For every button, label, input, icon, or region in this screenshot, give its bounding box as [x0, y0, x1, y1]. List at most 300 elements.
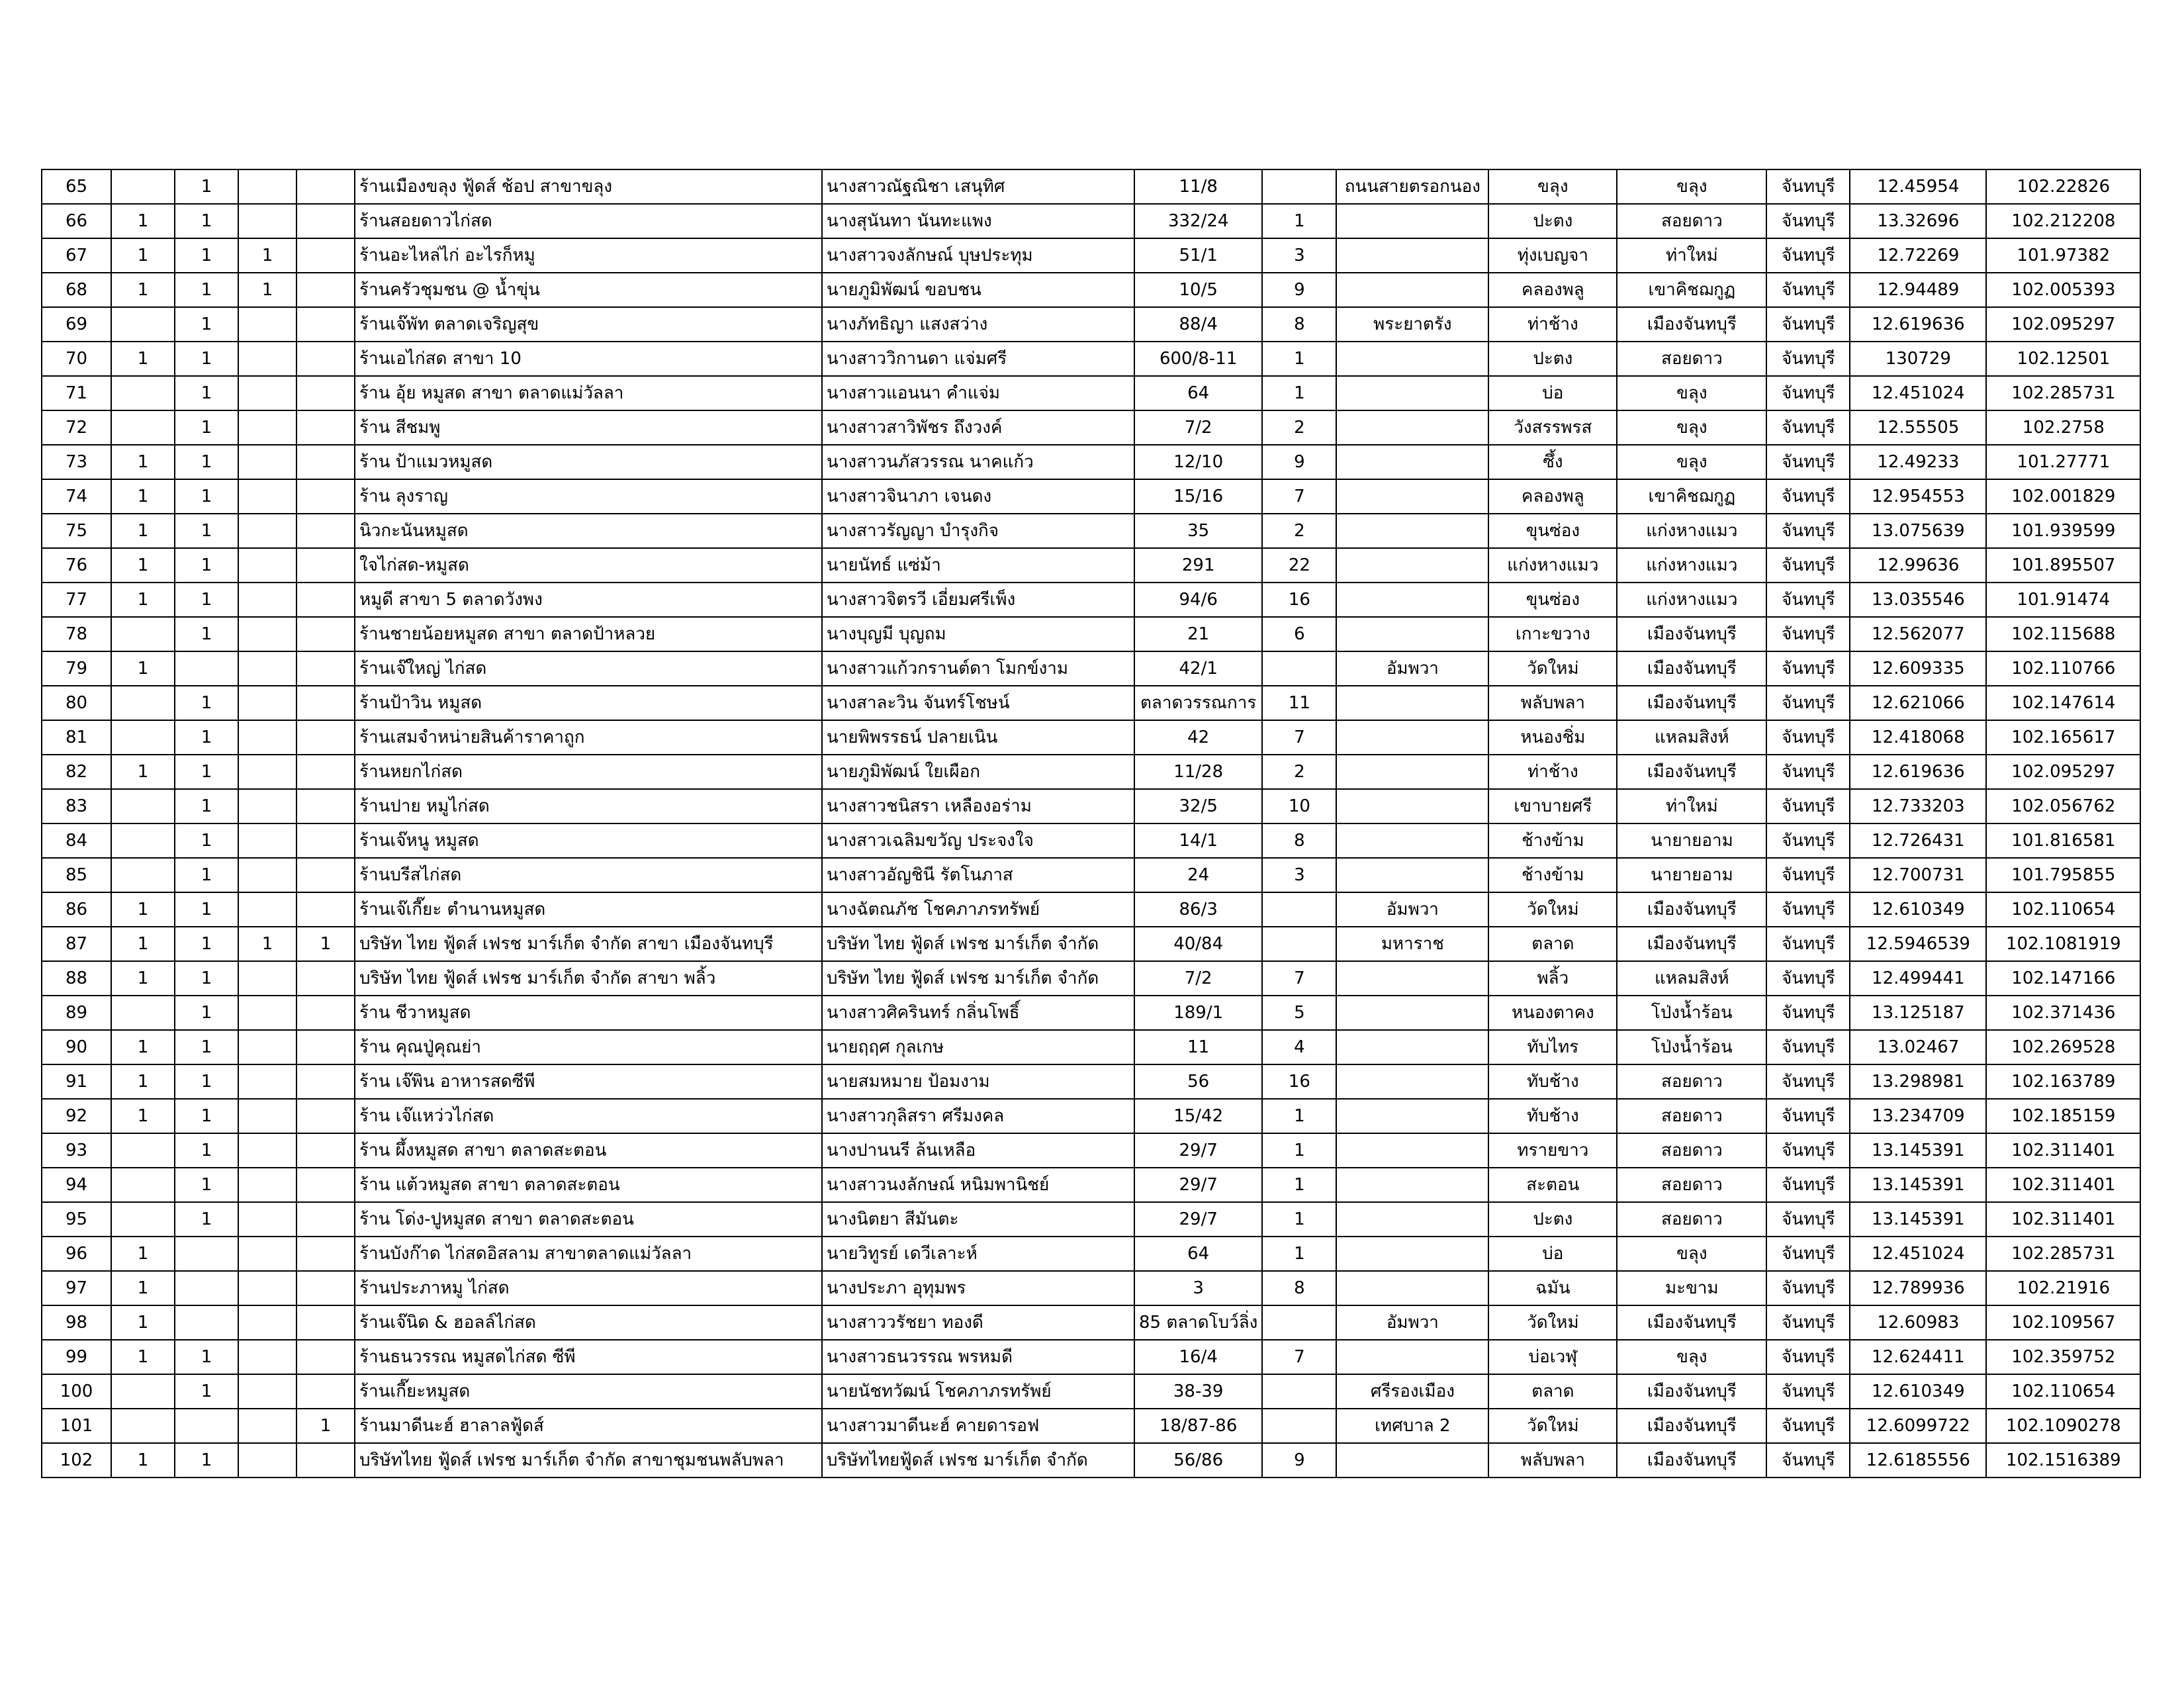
- cell-lon: 101.91474: [1986, 583, 2140, 617]
- cell-moo: 8: [1262, 823, 1336, 858]
- cell-road: [1336, 686, 1488, 720]
- cell-f2: 1: [175, 1374, 238, 1409]
- table-row: [42, 1409, 2140, 1443]
- cell-lat: 12.610349: [1850, 1374, 1986, 1409]
- cell-house-no: 7/2: [1134, 410, 1262, 445]
- cell-district: แหลมสิงห์: [1617, 720, 1766, 755]
- cell-district: สอยดาว: [1617, 1133, 1766, 1168]
- cell-road: [1336, 1030, 1488, 1064]
- cell-subdistrict: พลับพลา: [1488, 686, 1617, 720]
- cell-house-no: 56/86: [1134, 1443, 1262, 1477]
- cell-f1: 1: [111, 1064, 175, 1099]
- cell-f3: [238, 1374, 296, 1409]
- cell-f1: [111, 410, 175, 445]
- cell-moo: 2: [1262, 410, 1336, 445]
- cell-f2: 1: [175, 376, 238, 410]
- cell-subdistrict: สะตอน: [1488, 1168, 1617, 1202]
- cell-lon: 102.285731: [1986, 1237, 2140, 1271]
- cell-subdistrict: วัดใหม่: [1488, 1409, 1617, 1443]
- cell-lat: 12.55505: [1850, 410, 1986, 445]
- cell-house-no: 64: [1134, 1237, 1262, 1271]
- table-row: [42, 583, 2140, 617]
- cell-owner: นางสาววิกานดา แจ่มศรี: [822, 342, 1134, 376]
- cell-no: 93: [42, 1133, 111, 1168]
- cell-owner: นางสาวเฉลิมขวัญ ประจงใจ: [822, 823, 1134, 858]
- cell-f3: [238, 1237, 296, 1271]
- cell-road: มหาราช: [1336, 927, 1488, 961]
- cell-shop-name: ร้านเมืองขลุง ฟู้ดส์ ช้อป สาขาขลุง: [355, 169, 822, 204]
- cell-subdistrict: ท่าช้าง: [1488, 755, 1617, 789]
- cell-moo: 9: [1262, 273, 1336, 307]
- table-row: [42, 1271, 2140, 1305]
- cell-house-no: 42: [1134, 720, 1262, 755]
- cell-district: มะขาม: [1617, 1271, 1766, 1305]
- cell-district: ขลุง: [1617, 169, 1766, 204]
- cell-house-no: 24: [1134, 858, 1262, 892]
- cell-road: [1336, 548, 1488, 583]
- cell-f2: 1: [175, 1168, 238, 1202]
- cell-shop-name: ร้าน คุณปู่คุณย่า: [355, 1030, 822, 1064]
- cell-no: 87: [42, 927, 111, 961]
- cell-house-no: 35: [1134, 514, 1262, 548]
- cell-owner: นายพิพรรธน์ ปลายเนิน: [822, 720, 1134, 755]
- cell-shop-name: ร้าน เจ๊พิน อาหารสดซีพี: [355, 1064, 822, 1099]
- cell-owner: นางประภา อุทุมพร: [822, 1271, 1134, 1305]
- cell-lon: 102.110766: [1986, 651, 2140, 686]
- cell-district: ขลุง: [1617, 1340, 1766, 1374]
- cell-province: จันทบุรี: [1766, 1030, 1850, 1064]
- cell-owner: บริษัท ไทย ฟู้ดส์ เฟรช มาร์เก็ต จำกัด: [822, 927, 1134, 961]
- cell-f1: [111, 376, 175, 410]
- cell-f2: 1: [175, 720, 238, 755]
- cell-f4: [296, 204, 355, 238]
- cell-house-no: 88/4: [1134, 307, 1262, 342]
- cell-f1: 1: [111, 755, 175, 789]
- cell-f3: [238, 307, 296, 342]
- cell-lat: 12.5946539: [1850, 927, 1986, 961]
- cell-f2: 1: [175, 1133, 238, 1168]
- cell-lon: 102.359752: [1986, 1340, 2140, 1374]
- cell-f2: 1: [175, 858, 238, 892]
- cell-province: จันทบุรี: [1766, 479, 1850, 514]
- cell-moo: 1: [1262, 1168, 1336, 1202]
- cell-district: เมืองจันทบุรี: [1617, 1443, 1766, 1477]
- cell-f3: 1: [238, 927, 296, 961]
- cell-no: 100: [42, 1374, 111, 1409]
- cell-f4: [296, 720, 355, 755]
- cell-f2: 1: [175, 686, 238, 720]
- cell-moo: [1262, 169, 1336, 204]
- table-row: [42, 617, 2140, 651]
- cell-f1: 1: [111, 548, 175, 583]
- cell-lat: 12.562077: [1850, 617, 1986, 651]
- cell-house-no: 85 ตลาดโบว์ลิ่ง: [1134, 1305, 1262, 1340]
- cell-f4: [296, 1133, 355, 1168]
- cell-owner: นางสาวสาวิพัชร ถึงวงค์: [822, 410, 1134, 445]
- cell-f4: [296, 892, 355, 927]
- cell-f3: [238, 720, 296, 755]
- cell-lon: 102.1090278: [1986, 1409, 2140, 1443]
- cell-province: จันทบุรี: [1766, 1443, 1850, 1477]
- cell-shop-name: ร้าน อุ้ย หมูสด สาขา ตลาดแม่วัลลา: [355, 376, 822, 410]
- cell-lon: 102.311401: [1986, 1202, 2140, 1237]
- cell-road: [1336, 1064, 1488, 1099]
- cell-f2: 1: [175, 583, 238, 617]
- cell-f2: [175, 1305, 238, 1340]
- cell-moo: 1: [1262, 1237, 1336, 1271]
- cell-road: [1336, 410, 1488, 445]
- cell-lat: 12.609335: [1850, 651, 1986, 686]
- cell-moo: 9: [1262, 445, 1336, 479]
- cell-moo: 6: [1262, 617, 1336, 651]
- cell-f2: 1: [175, 789, 238, 823]
- cell-f3: [238, 1133, 296, 1168]
- cell-moo: 7: [1262, 961, 1336, 996]
- cell-shop-name: ร้านมาดีนะฮ์ ฮาลาลฟู้ดส์: [355, 1409, 822, 1443]
- cell-lon: 102.269528: [1986, 1030, 2140, 1064]
- cell-subdistrict: ทรายขาว: [1488, 1133, 1617, 1168]
- cell-f4: 1: [296, 1409, 355, 1443]
- cell-moo: [1262, 892, 1336, 927]
- cell-no: 77: [42, 583, 111, 617]
- cell-house-no: 3: [1134, 1271, 1262, 1305]
- cell-house-no: 29/7: [1134, 1202, 1262, 1237]
- cell-f2: [175, 1409, 238, 1443]
- cell-moo: 10: [1262, 789, 1336, 823]
- cell-road: [1336, 445, 1488, 479]
- cell-province: จันทบุรี: [1766, 583, 1850, 617]
- cell-subdistrict: ปะตง: [1488, 1202, 1617, 1237]
- cell-lat: 13.075639: [1850, 514, 1986, 548]
- cell-lat: 12.954553: [1850, 479, 1986, 514]
- cell-road: [1336, 583, 1488, 617]
- cell-subdistrict: แก่งหางแมว: [1488, 548, 1617, 583]
- cell-lon: 102.147166: [1986, 961, 2140, 996]
- cell-f3: [238, 858, 296, 892]
- cell-lon: 101.97382: [1986, 238, 2140, 273]
- cell-f2: 1: [175, 410, 238, 445]
- cell-house-no: 32/5: [1134, 789, 1262, 823]
- cell-f2: 1: [175, 961, 238, 996]
- cell-f2: 1: [175, 445, 238, 479]
- table-row: [42, 169, 2140, 204]
- table-row: [42, 892, 2140, 927]
- cell-lat: 13.035546: [1850, 583, 1986, 617]
- cell-f4: [296, 1271, 355, 1305]
- cell-f3: [238, 892, 296, 927]
- cell-road: [1336, 1202, 1488, 1237]
- cell-lon: 102.005393: [1986, 273, 2140, 307]
- cell-shop-name: ร้านปาย หมูไก่สด: [355, 789, 822, 823]
- cell-f4: [296, 479, 355, 514]
- cell-shop-name: ร้านเจ๊ใหญ่ ไก่สด: [355, 651, 822, 686]
- cell-shop-name: ร้านป้าวิน หมูสด: [355, 686, 822, 720]
- cell-house-no: 18/87-86: [1134, 1409, 1262, 1443]
- cell-lon: 102.212208: [1986, 204, 2140, 238]
- cell-lat: 13.125187: [1850, 996, 1986, 1030]
- cell-moo: 8: [1262, 1271, 1336, 1305]
- cell-owner: นางสาวนภัสวรรณ นาคแก้ว: [822, 445, 1134, 479]
- cell-f3: [238, 651, 296, 686]
- cell-moo: 1: [1262, 376, 1336, 410]
- cell-f1: [111, 1202, 175, 1237]
- cell-house-no: ตลาดวรรณการ: [1134, 686, 1262, 720]
- cell-f1: 1: [111, 651, 175, 686]
- cell-shop-name: ร้านเสมจำหน่ายสินค้าราคาถูก: [355, 720, 822, 755]
- cell-subdistrict: เกาะขวาง: [1488, 617, 1617, 651]
- table-row: [42, 858, 2140, 892]
- cell-province: จันทบุรี: [1766, 996, 1850, 1030]
- cell-district: เมืองจันทบุรี: [1617, 1305, 1766, 1340]
- cell-subdistrict: วัดใหม่: [1488, 1305, 1617, 1340]
- cell-f1: 1: [111, 1305, 175, 1340]
- cell-province: จันทบุรี: [1766, 1374, 1850, 1409]
- cell-owner: นางนิตยา สีมันตะ: [822, 1202, 1134, 1237]
- table-row: [42, 273, 2140, 307]
- cell-f4: [296, 996, 355, 1030]
- cell-f4: [296, 342, 355, 376]
- cell-moo: 1: [1262, 1133, 1336, 1168]
- cell-lat: 12.789936: [1850, 1271, 1986, 1305]
- cell-f4: [296, 1305, 355, 1340]
- cell-district: เมืองจันทบุรี: [1617, 1409, 1766, 1443]
- cell-no: 85: [42, 858, 111, 892]
- cell-road: [1336, 755, 1488, 789]
- cell-f4: [296, 1168, 355, 1202]
- cell-f4: [296, 858, 355, 892]
- cell-no: 74: [42, 479, 111, 514]
- cell-road: [1336, 1443, 1488, 1477]
- table-row: [42, 307, 2140, 342]
- cell-f4: [296, 755, 355, 789]
- cell-road: [1336, 823, 1488, 858]
- cell-lon: 101.816581: [1986, 823, 2140, 858]
- cell-owner: นางสาวกุลิสรา ศรีมงคล: [822, 1099, 1134, 1133]
- cell-lon: 102.21916: [1986, 1271, 2140, 1305]
- cell-f3: [238, 1099, 296, 1133]
- cell-f4: [296, 651, 355, 686]
- cell-lat: 13.02467: [1850, 1030, 1986, 1064]
- cell-house-no: 29/7: [1134, 1168, 1262, 1202]
- cell-f4: [296, 686, 355, 720]
- cell-shop-name: ร้านเอไก่สด สาขา 10: [355, 342, 822, 376]
- cell-f1: 1: [111, 204, 175, 238]
- cell-house-no: 94/6: [1134, 583, 1262, 617]
- cell-lat: 13.234709: [1850, 1099, 1986, 1133]
- cell-lon: 101.895507: [1986, 548, 2140, 583]
- cell-no: 66: [42, 204, 111, 238]
- cell-lon: 102.163789: [1986, 1064, 2140, 1099]
- table-row: [42, 961, 2140, 996]
- cell-f2: 1: [175, 1340, 238, 1374]
- cell-f4: [296, 514, 355, 548]
- cell-lon: 102.056762: [1986, 789, 2140, 823]
- cell-lon: 101.795855: [1986, 858, 2140, 892]
- cell-moo: [1262, 1305, 1336, 1340]
- cell-district: ขลุง: [1617, 410, 1766, 445]
- cell-f2: 1: [175, 342, 238, 376]
- cell-owner: นางสาวธนวรรณ พรหมดี: [822, 1340, 1134, 1374]
- cell-owner: นายภูมิพัฒน์ ขอบชน: [822, 273, 1134, 307]
- table-row: [42, 1340, 2140, 1374]
- cell-f3: [238, 548, 296, 583]
- cell-shop-name: ร้านชายน้อยหมูสด สาขา ตลาดป้าหลวย: [355, 617, 822, 651]
- cell-district: ท่าใหม่: [1617, 789, 1766, 823]
- cell-road: พระยาตรัง: [1336, 307, 1488, 342]
- cell-shop-name: ร้านบรีสไก่สด: [355, 858, 822, 892]
- cell-lat: 13.145391: [1850, 1168, 1986, 1202]
- cell-moo: 2: [1262, 755, 1336, 789]
- table-row: [42, 651, 2140, 686]
- cell-province: จันทบุรี: [1766, 1064, 1850, 1099]
- cell-no: 98: [42, 1305, 111, 1340]
- cell-f3: [238, 514, 296, 548]
- cell-owner: นางสาวมาดีนะฮ์ คายดารอฟ: [822, 1409, 1134, 1443]
- cell-f3: [238, 1305, 296, 1340]
- cell-f1: 1: [111, 1030, 175, 1064]
- cell-f3: [238, 1202, 296, 1237]
- cell-f2: 1: [175, 1202, 238, 1237]
- cell-f2: 1: [175, 514, 238, 548]
- cell-subdistrict: บ่อ: [1488, 376, 1617, 410]
- cell-subdistrict: ซึ้ง: [1488, 445, 1617, 479]
- cell-house-no: 332/24: [1134, 204, 1262, 238]
- cell-shop-name: ร้านธนวรรณ หมูสดไก่สด ซีพี: [355, 1340, 822, 1374]
- cell-lat: 12.451024: [1850, 1237, 1986, 1271]
- cell-f3: [238, 1064, 296, 1099]
- cell-f3: [238, 410, 296, 445]
- cell-road: [1336, 376, 1488, 410]
- cell-shop-name: ใจไก่สด-หมูสด: [355, 548, 822, 583]
- cell-f2: 1: [175, 823, 238, 858]
- cell-shop-name: ร้านเจ๊เกี๊ยะ ตำนานหมูสด: [355, 892, 822, 927]
- cell-subdistrict: ทับไทร: [1488, 1030, 1617, 1064]
- cell-subdistrict: วังสรรพรส: [1488, 410, 1617, 445]
- cell-province: จันทบุรี: [1766, 204, 1850, 238]
- cell-lat: 12.610349: [1850, 892, 1986, 927]
- cell-district: สอยดาว: [1617, 204, 1766, 238]
- cell-lon: 102.110654: [1986, 1374, 2140, 1409]
- cell-house-no: 21: [1134, 617, 1262, 651]
- cell-f2: 1: [175, 617, 238, 651]
- table-row: [42, 410, 2140, 445]
- table-body: [42, 169, 2140, 1477]
- cell-district: นายายอาม: [1617, 858, 1766, 892]
- cell-f4: [296, 823, 355, 858]
- cell-no: 81: [42, 720, 111, 755]
- cell-district: เมืองจันทบุรี: [1617, 927, 1766, 961]
- cell-moo: [1262, 651, 1336, 686]
- cell-f4: [296, 617, 355, 651]
- cell-house-no: 64: [1134, 376, 1262, 410]
- cell-owner: นายภูมิพัฒน์ ใยเผือก: [822, 755, 1134, 789]
- cell-shop-name: บริษัทไทย ฟู้ดส์ เฟรช มาร์เก็ต จำกัด สาขาชุมชนพลับพลา: [355, 1443, 822, 1477]
- cell-no: 88: [42, 961, 111, 996]
- cell-f3: [238, 479, 296, 514]
- cell-province: จันทบุรี: [1766, 1409, 1850, 1443]
- cell-f3: [238, 686, 296, 720]
- cell-f2: 1: [175, 1099, 238, 1133]
- cell-f2: 1: [175, 169, 238, 204]
- cell-shop-name: บริษัท ไทย ฟู้ดส์ เฟรช มาร์เก็ต จำกัด สาขา พลิ้ว: [355, 961, 822, 996]
- cell-shop-name: บริษัท ไทย ฟู้ดส์ เฟรช มาร์เก็ต จำกัด สาขา เมืองจันทบุรี: [355, 927, 822, 961]
- cell-district: เมืองจันทบุรี: [1617, 892, 1766, 927]
- cell-shop-name: ร้าน สีชมพู: [355, 410, 822, 445]
- cell-moo: 3: [1262, 858, 1336, 892]
- cell-lon: 102.001829: [1986, 479, 2140, 514]
- cell-owner: บริษัทไทยฟู้ดส์ เฟรช มาร์เก็ต จำกัด: [822, 1443, 1134, 1477]
- table-row: [42, 1374, 2140, 1409]
- cell-road: [1336, 1340, 1488, 1374]
- cell-lon: 102.2758: [1986, 410, 2140, 445]
- cell-owner: นางสาวจงลักษณ์ บุษประทุม: [822, 238, 1134, 273]
- cell-subdistrict: ขุนซ่อง: [1488, 583, 1617, 617]
- cell-subdistrict: พลิ้ว: [1488, 961, 1617, 996]
- cell-no: 92: [42, 1099, 111, 1133]
- cell-no: 68: [42, 273, 111, 307]
- cell-f4: [296, 789, 355, 823]
- cell-district: ท่าใหม่: [1617, 238, 1766, 273]
- cell-road: ถนนสายตรอกนอง: [1336, 169, 1488, 204]
- cell-district: โป่งน้ำร้อน: [1617, 996, 1766, 1030]
- cell-lon: 102.147614: [1986, 686, 2140, 720]
- cell-subdistrict: ขลุง: [1488, 169, 1617, 204]
- cell-house-no: 11/8: [1134, 169, 1262, 204]
- cell-shop-name: หมูดี สาขา 5 ตลาดวังพง: [355, 583, 822, 617]
- cell-moo: 7: [1262, 479, 1336, 514]
- cell-f2: 1: [175, 1443, 238, 1477]
- cell-lat: 130729: [1850, 342, 1986, 376]
- cell-f1: [111, 996, 175, 1030]
- cell-f3: [238, 1168, 296, 1202]
- cell-district: เขาคิชฌกูฏ: [1617, 273, 1766, 307]
- cell-f2: 1: [175, 204, 238, 238]
- cell-f4: [296, 376, 355, 410]
- cell-moo: 1: [1262, 342, 1336, 376]
- cell-lon: 102.110654: [1986, 892, 2140, 927]
- cell-road: เทศบาล 2: [1336, 1409, 1488, 1443]
- cell-district: แหลมสิงห์: [1617, 961, 1766, 996]
- cell-road: [1336, 204, 1488, 238]
- cell-f2: 1: [175, 996, 238, 1030]
- cell-road: [1336, 514, 1488, 548]
- cell-f3: 1: [238, 238, 296, 273]
- cell-district: แก่งหางแมว: [1617, 583, 1766, 617]
- table-row: [42, 1099, 2140, 1133]
- cell-f3: [238, 1271, 296, 1305]
- cell-no: 90: [42, 1030, 111, 1064]
- cell-f1: 1: [111, 445, 175, 479]
- cell-house-no: 51/1: [1134, 238, 1262, 273]
- table-row: [42, 238, 2140, 273]
- cell-subdistrict: วัดใหม่: [1488, 892, 1617, 927]
- cell-house-no: 7/2: [1134, 961, 1262, 996]
- cell-house-no: 12/10: [1134, 445, 1262, 479]
- cell-road: [1336, 617, 1488, 651]
- cell-owner: นางสาวจินาภา เจนดง: [822, 479, 1134, 514]
- cell-lat: 12.72269: [1850, 238, 1986, 273]
- cell-province: จันทบุรี: [1766, 961, 1850, 996]
- cell-lat: 13.298981: [1850, 1064, 1986, 1099]
- cell-lat: 12.451024: [1850, 376, 1986, 410]
- cell-f1: [111, 720, 175, 755]
- cell-lat: 12.499441: [1850, 961, 1986, 996]
- cell-f2: 1: [175, 1030, 238, 1064]
- table-row: [42, 204, 2140, 238]
- cell-owner: นางปานนรี ล้นเหลือ: [822, 1133, 1134, 1168]
- cell-district: เมืองจันทบุรี: [1617, 755, 1766, 789]
- cell-f4: [296, 307, 355, 342]
